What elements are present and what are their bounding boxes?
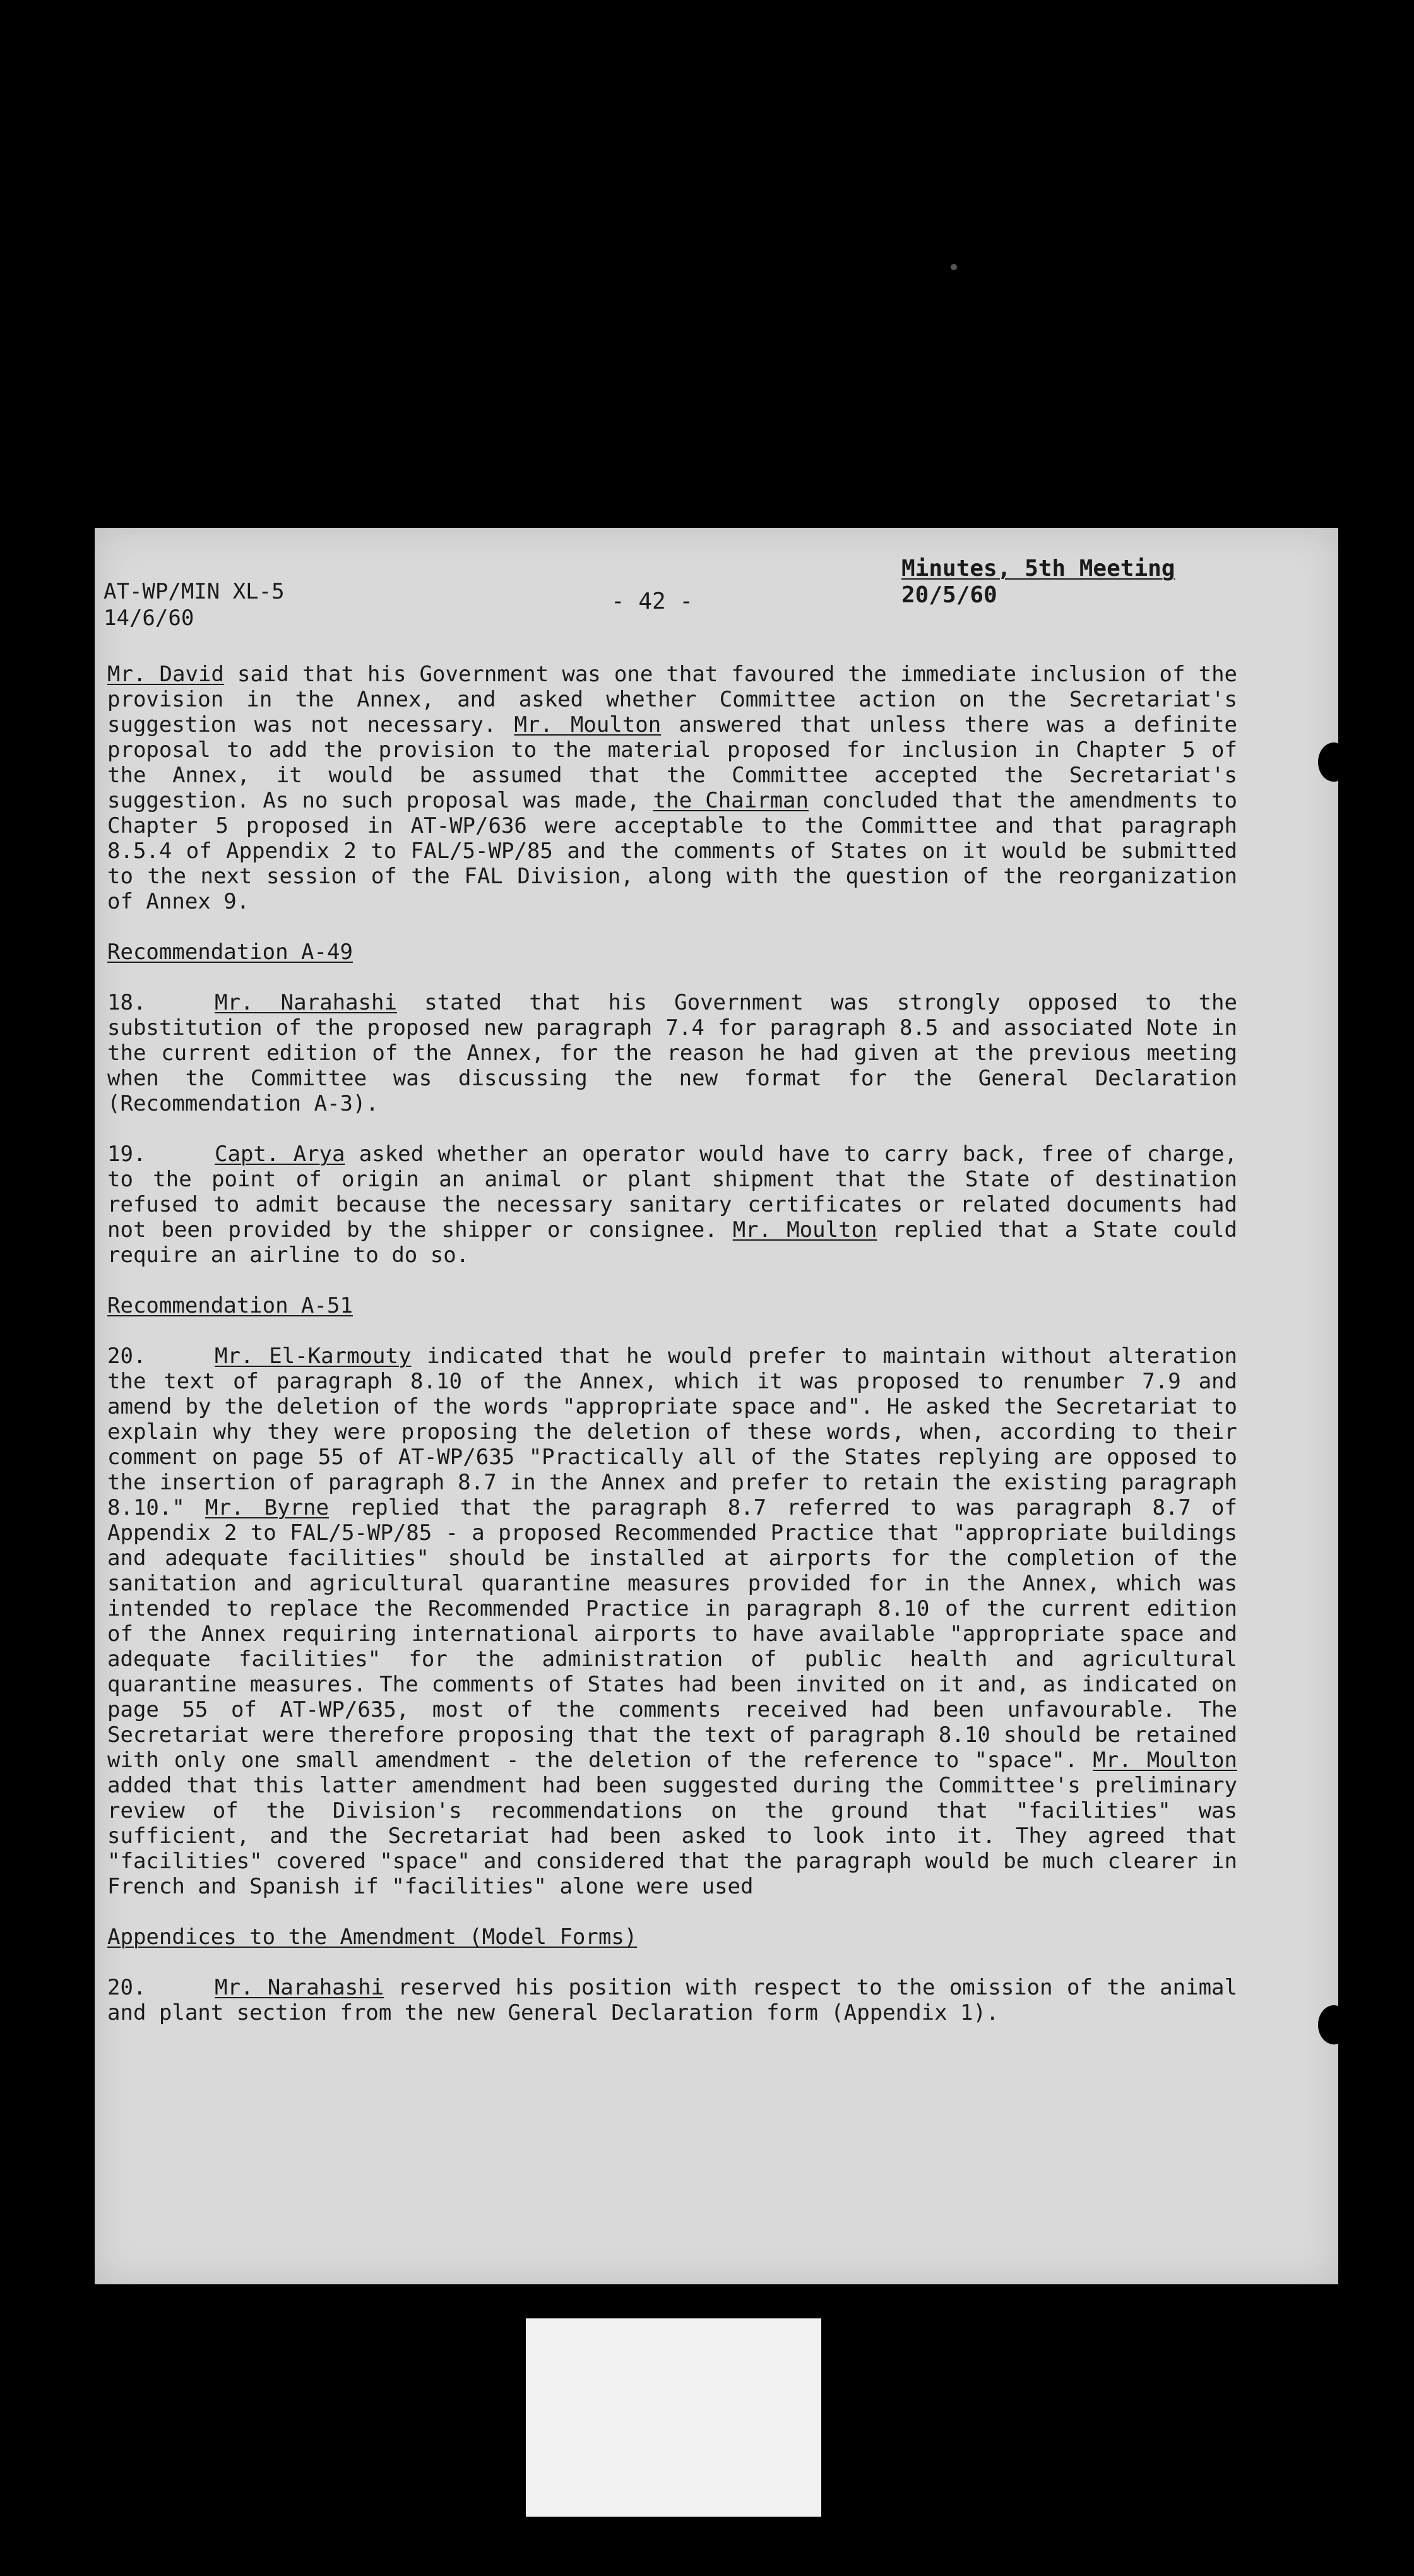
meeting-date: 20/5/60 <box>901 582 997 608</box>
paragraph-text: replied that a State could require an airline to do so. <box>107 1217 1237 1268</box>
paragraph-text: stated that his Government was strongly opposed to the substitution of the proposed new paragraph 7.4 for paragraph 8.5 and associated Note in the current edition of the Annex, for the reason he had given at the previous meeting when the Committee was discussing the new format for the General Declaration (Recommendation A-3). <box>107 990 1237 1116</box>
paragraph-text: replied that the paragraph 8.7 referred to was paragraph 8.7 of Appendix 2 to FAL/5-WP/85 - a proposed Recommended Practice that "appropriate buildings and adequate facilities" should be installed at airports for the completion of the sanitation and agricultural quarantine measures provided for in the Annex, which was intended to replace the Recommended Practice in paragraph 8.10 of the current edition of the Annex requiring international airports to have available "appropriate space and adequate facilities" for the administration of public health and agricultural quarantine measures. The comments of States had been invited on it and, as indicated on page 55 of AT-WP/635, most of the comments received had been unfavourable. The Secretariat were therefore proposing that the text of paragraph 8.10 should be retained with only one small amendment - the deletion of the reference to "space". <box>107 1495 1237 1773</box>
section-heading-a51: Recommendation A-51 <box>107 1293 353 1318</box>
speaker-name: Mr. Narahashi <box>215 1975 384 2000</box>
paragraph-21 <box>107 1975 1237 2025</box>
paragraph-18 <box>107 990 1237 1116</box>
speaker-name: Capt. Arya <box>215 1142 345 1167</box>
paragraph-19 <box>107 1142 1237 1268</box>
paragraph-number: 18. <box>107 990 146 1015</box>
paragraph-text: reserved his position with respect to the omission of the animal and plant section from the new General Declaration form (Appendix 1). <box>107 1975 1237 2025</box>
paper-stub <box>526 2318 821 2517</box>
document-page <box>95 528 1338 2284</box>
paragraph-number: 20. <box>107 1975 146 2000</box>
paragraph-david <box>107 662 1237 914</box>
document-date: 14/6/60 <box>104 605 194 631</box>
paragraph-text: answered that unless there was a definite proposal to add the provision to the material proposed for inclusion in Chapter 5 of the Annex, it would be assumed that the Committee accepted the Secretariat's suggestion. As no such proposal was made, <box>107 712 1238 813</box>
speaker-name: Mr. Moulton <box>732 1217 877 1243</box>
paragraph-number: 19. <box>107 1142 146 1167</box>
punch-hole <box>1318 742 1350 782</box>
paragraph-text: asked whether an operator would have to carry back, free of charge, to the point of origin an animal or plant shipment that the State of destination refused to admit because the necessary sanitary certificates or related documents had not been provided by the shipper or consignee. <box>107 1142 1237 1243</box>
paragraph-text: added that this latter amendment had been suggested during the Committee's preliminary review of the Division's recommendations on the ground that "facilities" was sufficient, and the Secretariat had been asked to look into it. They agreed that "facilities" covered "space" and considered that the paragraph would be much clearer in French and Spanish if "facilities" alone were used <box>107 1773 1237 1899</box>
speaker-name: the Chairman <box>653 788 809 813</box>
paragraph-text: indicated that he would prefer to maintain without alteration the text of paragraph 8.10 of the Annex, which it was proposed to renumber 7.9 and amend by the deletion of the words "appropriate space and". He asked the Secretariat to explain why they were proposing the deletion of these words, when, according to their comment on page 55 of AT-WP/635 "Practically all of the States replying are opposed to the insertion of paragraph 8.7 in the Annex and prefer to retain the existing paragraph 8.10." <box>107 1344 1238 1520</box>
section-heading-appendices: Appendices to the Amendment (Model Forms) <box>107 1924 638 1950</box>
section-heading-a49: Recommendation A-49 <box>107 939 353 965</box>
speaker-name: Mr. Moulton <box>514 712 662 737</box>
speaker-name: Mr. David <box>107 662 224 687</box>
speaker-name: Mr. Moulton <box>1093 1748 1237 1773</box>
speaker-name: Mr. Byrne <box>205 1495 329 1520</box>
header-meeting <box>901 556 1175 609</box>
punch-hole <box>1318 2005 1350 2044</box>
document-body <box>107 662 1237 2051</box>
speaker-name: Mr. Narahashi <box>215 990 397 1015</box>
meeting-title: Minutes, 5th Meeting <box>901 556 1175 581</box>
document-ref: AT-WP/MIN XL-5 <box>104 579 285 604</box>
dust-speck <box>951 264 957 270</box>
paragraph-text: said that his Government was one that favoured the immediate inclusion of the provision in the Annex, and asked whether Committee action on the Secretariat's suggestion was not necessary. <box>107 662 1238 737</box>
paragraph-20 <box>107 1344 1237 1899</box>
page-number: - 42 - <box>611 588 694 614</box>
header-reference <box>104 578 285 631</box>
speaker-name: Mr. El-Karmouty <box>215 1344 412 1369</box>
paragraph-text: concluded that the amendments to Chapter 5 proposed in AT-WP/636 were acceptable to the Committee and that paragraph 8.5.4 of Appendix 2 to FAL/5-WP/85 and the comments of States on it would be submitted to the next session of the FAL Division, along with the question of the reorganization of Annex 9. <box>107 788 1237 914</box>
paragraph-number: 20. <box>107 1344 146 1369</box>
